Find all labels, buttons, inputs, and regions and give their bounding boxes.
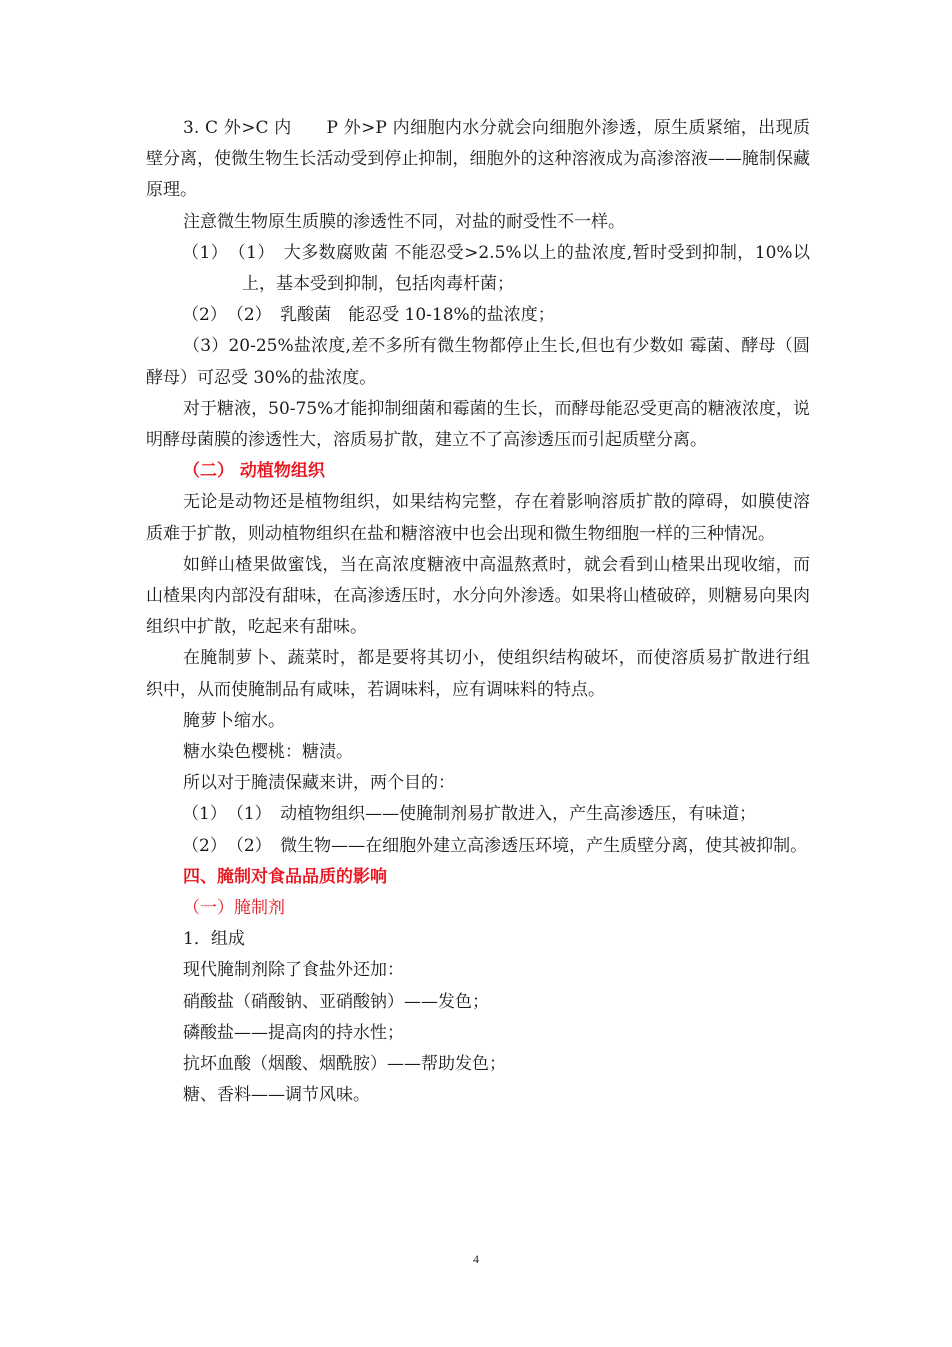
line-pickled-radish: 腌萝卜缩水。 xyxy=(183,710,285,731)
line-sugar-cherry: 糖水染色樱桃：糖渍。 xyxy=(183,742,353,763)
paragraph-tissue-barrier: 无论是动物还是植物组织，如果结构完整，存在着影响溶质扩散的障碍，如膜使溶质难于扩散，则动植物组织在盐和糖溶液中也会出现和微生物细胞一样的三种情况。 xyxy=(146,492,810,544)
note-permeability: 注意微生物原生质膜的渗透性不同，对盐的耐受性不一样。 xyxy=(183,211,625,232)
page-number: 4 xyxy=(473,1252,479,1266)
line-two-purposes: 所以对于腌渍保藏来讲，两个目的： xyxy=(183,773,455,794)
page-body xyxy=(146,113,810,1112)
subsection-heading-curing-agents: （一）腌制剂 xyxy=(183,898,285,919)
line-ascorbate: 抗坏血酸（烟酸、烟酰胺）——帮助发色； xyxy=(183,1054,506,1075)
line-nitrate: 硝酸盐（硝酸钠、亚硝酸钠）——发色； xyxy=(183,991,489,1012)
section-heading-quality-effect: 四、腌制对食品品质的影响 xyxy=(183,866,387,887)
line-phosphate: 磷酸盐——提高肉的持水性； xyxy=(183,1022,404,1043)
paragraph-hawthorn-example: 如鲜山楂果做蜜饯，当在高浓度糖液中高温熬煮时，就会看到山楂果出现收缩，而山楂果肉内部没有甜味，在高渗透压时，水分向外渗透。如果将山楂破碎，则糖易向果肉组织中扩散，吃起来有甜味。 xyxy=(146,554,810,638)
heading-composition: 1．组成 xyxy=(183,929,245,950)
line-sugar-spice: 糖、香料——调节风味。 xyxy=(183,1085,370,1106)
paragraph-osmosis-principle: 3. C 外>C 内 P 外>P 内细胞内水分就会向细胞外渗透，原生质紧缩，出现质壁分离，使微生物生长活动受到停止抑制，细胞外的这种溶液成为高渗溶液——腌制保藏原理。 xyxy=(146,118,810,201)
line-modern-agents: 现代腌制剂除了食盐外还加： xyxy=(183,960,404,981)
paragraph-sugar-solution: 对于糖液，50-75%才能抑制细菌和霉菌的生长，而酵母能忍受更高的糖液浓度，说明酵母菌膜的渗透性大，溶质易扩散，建立不了高渗透压而引起质壁分离。 xyxy=(146,398,810,451)
list-item-purpose-tissue: （1） （1） 动植物组织——使腌制剂易扩散进入，产生高渗透压，有味道； xyxy=(182,804,757,825)
list-item-high-salt: （3）20-25%盐浓度,差不多所有微生物都停止生长,但也有少数如 霉菌、酵母（圆酵母）可忍受 30%的盐浓度。 xyxy=(146,336,810,388)
list-item-lactic-acid-bacteria: （2） （2） 乳酸菌 能忍受 10-18%的盐浓度； xyxy=(182,305,555,326)
list-item-spoilage-bacteria: （1） （1） 大多数腐败菌 不能忍受>2.5%以上的盐浓度,暂时受到抑制，10%以上，基本受到抑制，包括肉毒杆菌； xyxy=(182,242,810,295)
section-heading-plant-animal-tissue: （二） 动植物组织 xyxy=(183,461,325,482)
paragraph-radish-vegetable: 在腌制萝卜、蔬菜时，都是要将其切小，使组织结构破坏，而使溶质易扩散进行组织中，从而使腌制品有咸味，若调味料，应有调味料的特点。 xyxy=(146,648,810,700)
list-item-purpose-microbe: （2） （2） 微生物——在细胞外建立高渗透压环境，产生质壁分离，使其被抑制。 xyxy=(182,835,808,856)
